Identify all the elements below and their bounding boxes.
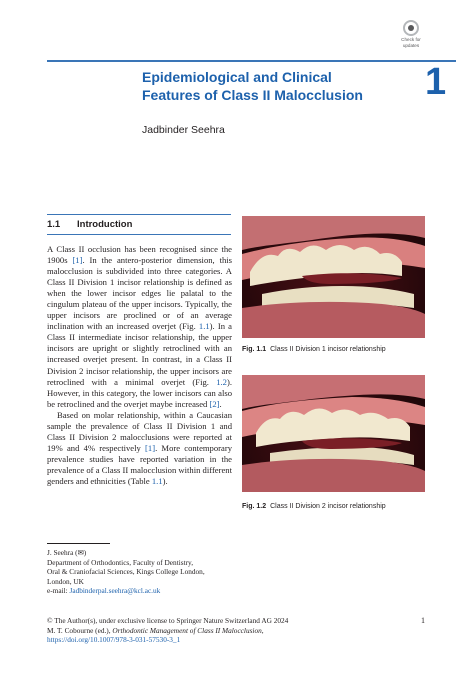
figure-1-1-text: Class II Division 1 incisor relationship <box>270 346 386 353</box>
check-for-updates-badge[interactable] <box>396 20 426 50</box>
copyright-line: © The Author(s), under exclusive license to Springer Nature Switzerland AG 2024 <box>47 616 289 625</box>
book-citation: M. T. Cobourne (ed.), Orthodontic Management of Class II Malocclusion, <box>47 625 264 635</box>
figure-link-1-1[interactable]: 1.1 <box>198 321 210 332</box>
badge-line2: updates <box>402 43 420 48</box>
section-rule-top <box>47 214 231 215</box>
paragraph-2: Based on molar relationship, within a Caucasian sample the prevalence of Class II Division 1 and Class II Division 2 malocclusions were reported at 19% and 4% respectively [1]. More contemporary prevalence studies have reported variation in the prevalence of a Class II malocclusion within different genders and ethnicities (Table 1.1). <box>47 409 232 486</box>
author-footnote <box>47 548 247 596</box>
footnote-affiliation-3: London, UK <box>47 576 84 586</box>
figure-link-1-2[interactable]: 1.2 <box>216 376 227 387</box>
figure-1-1-caption <box>242 346 442 353</box>
citation-link[interactable]: [1] <box>145 442 156 453</box>
top-rule <box>47 60 456 62</box>
figure-1-2-image <box>242 375 425 492</box>
section-rule-bottom <box>47 234 231 235</box>
figure-1-2-label: Fig. 1.2 <box>242 503 267 510</box>
figure-1-2-caption <box>242 503 442 510</box>
chapter-title-line2: Features of Class II Malocclusion <box>142 87 363 103</box>
section-number: 1.1 <box>47 219 61 230</box>
doi-link[interactable]: https://doi.org/10.1007/978-3-031-57530-3_1 <box>47 635 181 644</box>
table-link-1-1[interactable]: 1.1 <box>151 475 163 486</box>
chapter-title-line1: Epidemiological and Clinical <box>142 69 332 85</box>
section-heading <box>47 219 231 230</box>
footnote-affiliation-1: Department of Orthodontics, Faculty of Dentistry, <box>47 557 194 567</box>
chapter-author: Jadbinder Seehra <box>142 124 225 136</box>
paragraph-1: A Class II occlusion has been recognised since the 1900s [1]. In the antero-posterior dimension, this malocclusion is subdivided into three categories. A Class II Division 1 incisor relationship is defined as when the lower incisor edges lie palatal to the cingulum plateau of the upper incisors. Typically, the upper incisors are proclined or of an average inclination with an increased overjet (Fig. 1.1). In a Class II intermediate incisor relationship, the upper incisors are upright or slightly retroclined with an increased overjet present. In contrast, in a Class II Division 2 incisor relationship, the upper incisors are retroclined with a minimal overjet (Fig. 1.2). However, in this category, the lower incisors can also be retroclined and the overjet maybe increased [2]. <box>47 244 232 409</box>
book-title: Orthodontic Management of Class II Malocclusion <box>112 625 262 635</box>
footnote-email-line: e-mail: Jadbinderpal.seehra@kcl.ac.uk <box>47 586 161 595</box>
chapter-number: 1 <box>425 61 447 103</box>
citation-link[interactable]: [1] <box>72 255 83 266</box>
footnote-rule <box>47 543 110 544</box>
page-number: 1 <box>421 616 425 625</box>
footnote-author: J. Seehra (✉) <box>47 548 87 557</box>
figure-1-2-text: Class II Division 2 incisor relationship <box>270 503 386 510</box>
section-title: Introduction <box>77 219 133 230</box>
chapter-title <box>142 68 402 104</box>
body-text <box>47 244 232 487</box>
copyright-block <box>47 616 377 645</box>
figure-1-1-image <box>242 216 425 338</box>
crossmark-icon <box>403 20 419 36</box>
badge-line1: Check for <box>401 37 421 42</box>
email-link[interactable]: Jadbinderpal.seehra@kcl.ac.uk <box>69 586 161 595</box>
figure-1-1-label: Fig. 1.1 <box>242 346 267 353</box>
footnote-affiliation-2: Oral & Craniofacial Sciences, Kings College London, <box>47 567 205 576</box>
citation-link[interactable]: [2] <box>209 398 220 409</box>
